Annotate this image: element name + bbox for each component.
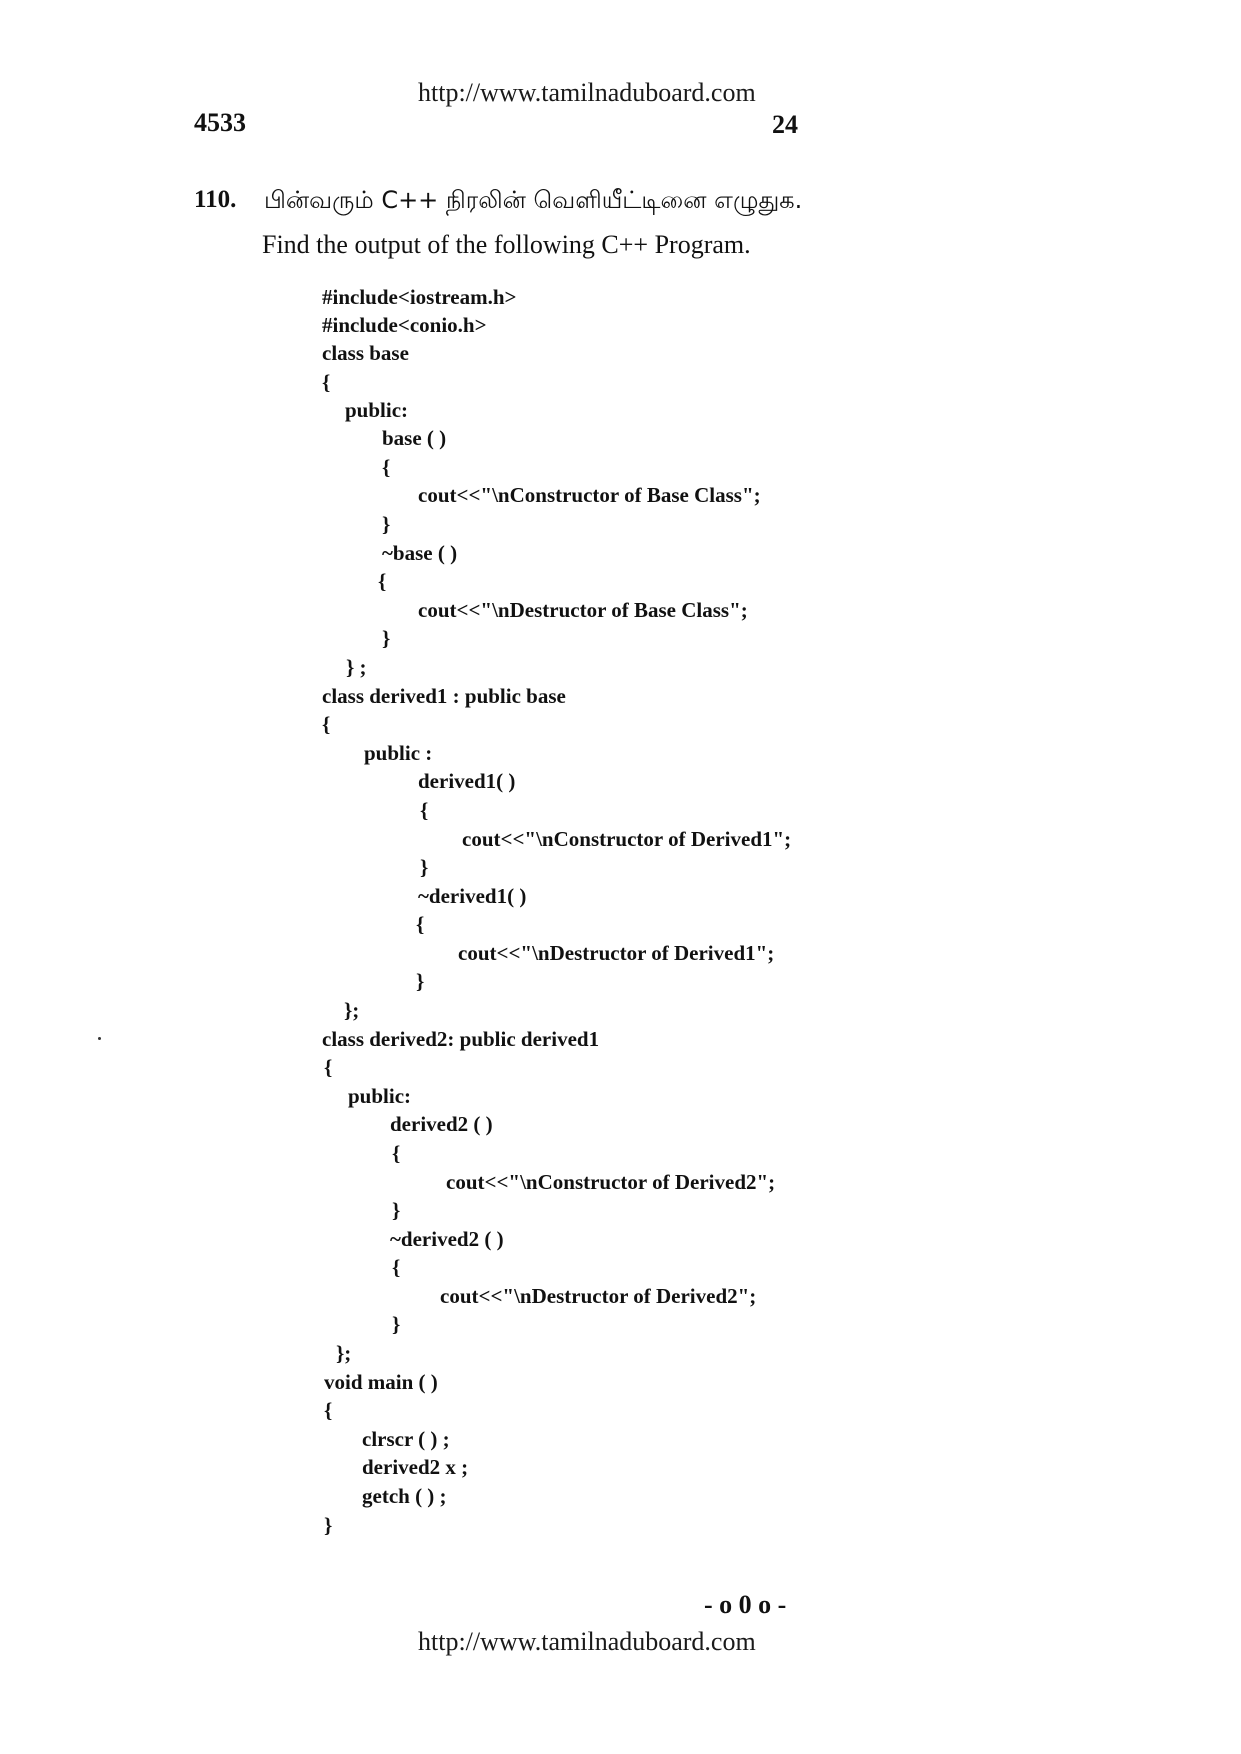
code-line-28: {: [324, 1055, 333, 1079]
code-line-4: {: [322, 370, 331, 394]
question-tamil-text: பின்வரும் C++ நிரலின் வெளியீட்டினை எழுதுக.: [264, 186, 803, 214]
code-line-10: ~base ( ): [382, 541, 458, 565]
code-line-6: base ( ): [382, 426, 447, 450]
code-line-41: clrscr ( ) ;: [362, 1427, 450, 1451]
code-line-17: public :: [364, 741, 433, 765]
end-mark: - o 0 o -: [704, 1590, 787, 1619]
code-line-20: cout<<"\nConstructor of Derived1";: [462, 827, 792, 851]
code-line-11: {: [378, 569, 387, 593]
code-line-32: cout<<"\nConstructor of Derived2";: [446, 1170, 776, 1194]
code-line-14: } ;: [346, 655, 367, 679]
code-line-38: };: [336, 1341, 352, 1365]
code-line-30: derived2 ( ): [390, 1112, 493, 1136]
code-line-7: {: [382, 455, 391, 479]
code-line-18: derived1( ): [418, 769, 516, 793]
scan-speck: [98, 1037, 101, 1040]
code-line-15: class derived1 : public base: [322, 684, 566, 708]
code-line-34: ~derived2 ( ): [390, 1227, 504, 1251]
code-line-24: cout<<"\nDestructor of Derived1";: [458, 941, 775, 965]
code-line-29: public:: [348, 1084, 412, 1108]
question-number: 110.: [194, 186, 237, 213]
code-line-31: {: [392, 1141, 401, 1165]
code-line-12: cout<<"\nDestructor of Base Class";: [418, 598, 748, 622]
code-line-43: getch ( ) ;: [362, 1484, 447, 1508]
code-line-9: }: [382, 512, 391, 536]
code-line-42: derived2 x ;: [362, 1455, 469, 1479]
code-line-16: {: [322, 712, 331, 736]
code-line-35: {: [392, 1255, 401, 1279]
code-line-36: cout<<"\nDestructor of Derived2";: [440, 1284, 757, 1308]
code-line-33: }: [392, 1198, 401, 1222]
code-line-5: public:: [345, 398, 409, 422]
code-line-39: void main ( ): [324, 1370, 438, 1394]
code-line-37: }: [392, 1312, 401, 1336]
code-line-1: #include<iostream.h>: [322, 285, 517, 309]
question-paper-code: 4533: [194, 108, 246, 137]
code-line-3: class base: [322, 341, 409, 365]
code-line-26: };: [344, 998, 360, 1022]
code-line-2: #include<conio.h>: [322, 313, 487, 337]
code-line-22: ~derived1( ): [418, 884, 527, 908]
code-line-19: {: [420, 798, 429, 822]
code-line-21: }: [420, 855, 429, 879]
code-line-13: }: [382, 626, 391, 650]
code-line-8: cout<<"\nConstructor of Base Class";: [418, 483, 761, 507]
code-line-27: class derived2: public derived1: [322, 1027, 600, 1051]
page-number: 24: [772, 110, 798, 139]
code-line-40: {: [324, 1398, 333, 1422]
footer-url: http://www.tamilnaduboard.com: [418, 1627, 756, 1656]
code-line-44: }: [324, 1513, 333, 1537]
code-line-25: }: [416, 969, 425, 993]
question-english-text: Find the output of the following C++ Program.: [262, 230, 751, 259]
code-line-23: {: [416, 912, 425, 936]
header-url: http://www.tamilnaduboard.com: [418, 78, 756, 107]
